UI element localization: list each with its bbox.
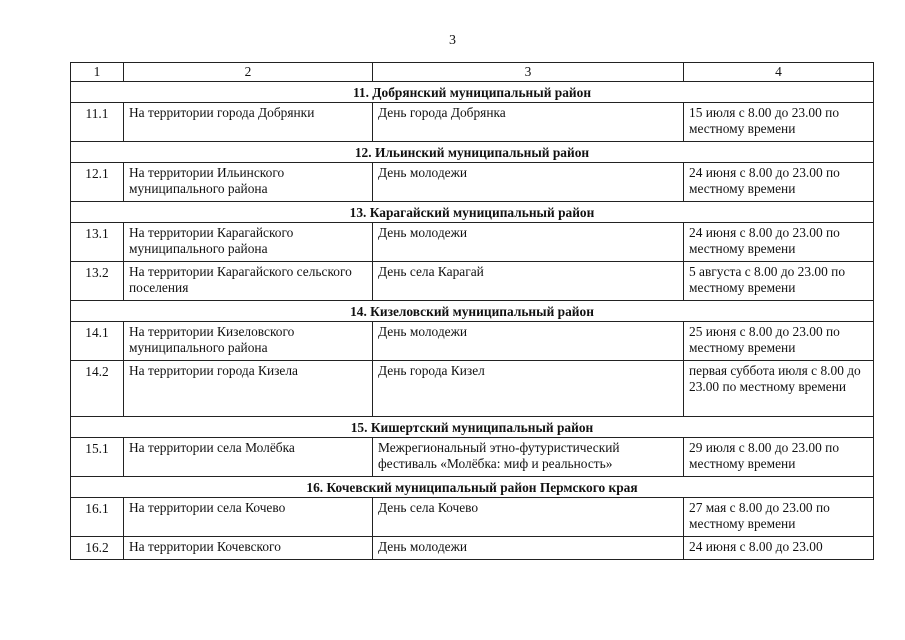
column-number: 3 <box>373 63 684 82</box>
event-cell: День молодежи <box>373 223 684 262</box>
row-number: 15.1 <box>71 438 124 477</box>
territory-cell: На территории села Кочево <box>124 498 373 537</box>
territory-cell: На территории города Добрянки <box>124 103 373 142</box>
time-cell: 5 августа с 8.00 до 23.00 по местному времени <box>684 262 874 301</box>
territory-cell: На территории Карагайского сельского поселения <box>124 262 373 301</box>
section-title: 14. Кизеловский муниципальный район <box>71 301 874 322</box>
time-cell: 24 июня с 8.00 до 23.00 по местному времени <box>684 223 874 262</box>
section-header <box>71 301 874 322</box>
territory-cell: На территории Кочевского <box>124 537 373 560</box>
time-cell: 27 мая с 8.00 до 23.00 по местному времени <box>684 498 874 537</box>
event-cell: День молодежи <box>373 322 684 361</box>
column-number-row <box>71 63 874 82</box>
time-cell: 25 июня с 8.00 до 23.00 по местному времени <box>684 322 874 361</box>
event-cell: День города Добрянка <box>373 103 684 142</box>
section-header <box>71 142 874 163</box>
section-header <box>71 417 874 438</box>
page-number: 3 <box>449 33 456 48</box>
column-number: 4 <box>684 63 874 82</box>
table-row <box>71 103 874 142</box>
section-header <box>71 202 874 223</box>
section-header <box>71 477 874 498</box>
table-row <box>71 163 874 202</box>
column-number: 1 <box>71 63 124 82</box>
row-number: 13.2 <box>71 262 124 301</box>
event-cell: День города Кизел <box>373 361 684 417</box>
event-cell: День села Кочево <box>373 498 684 537</box>
table-row <box>71 322 874 361</box>
section-title: 11. Добрянский муниципальный район <box>71 82 874 103</box>
table-row <box>71 537 874 560</box>
territory-cell: На территории Карагайского муниципального района <box>124 223 373 262</box>
event-cell: День молодежи <box>373 537 684 560</box>
row-number: 16.1 <box>71 498 124 537</box>
row-number: 11.1 <box>71 103 124 142</box>
table-row <box>71 438 874 477</box>
table-row <box>71 262 874 301</box>
event-cell: День села Карагай <box>373 262 684 301</box>
territory-cell: На территории Ильинского муниципального района <box>124 163 373 202</box>
section-title: 13. Карагайский муниципальный район <box>71 202 874 223</box>
territory-cell: На территории села Молёбка <box>124 438 373 477</box>
events-table <box>70 62 874 560</box>
table-row <box>71 361 874 417</box>
table-row <box>71 498 874 537</box>
row-number: 16.2 <box>71 537 124 560</box>
row-number: 14.2 <box>71 361 124 417</box>
time-cell: 29 июля с 8.00 до 23.00 по местному времени <box>684 438 874 477</box>
territory-cell: На территории Кизеловского муниципального района <box>124 322 373 361</box>
column-number: 2 <box>124 63 373 82</box>
territory-cell: На территории города Кизела <box>124 361 373 417</box>
section-title: 15. Кишертский муниципальный район <box>71 417 874 438</box>
section-title: 12. Ильинский муниципальный район <box>71 142 874 163</box>
time-cell: 24 июня с 8.00 до 23.00 <box>684 537 874 560</box>
table-row <box>71 223 874 262</box>
event-cell: Межрегиональный этно-футуристический фестиваль «Молёбка: миф и реальность» <box>373 438 684 477</box>
time-cell: первая суббота июля с 8.00 до 23.00 по местному времени <box>684 361 874 417</box>
time-cell: 15 июля с 8.00 до 23.00 по местному времени <box>684 103 874 142</box>
section-header <box>71 82 874 103</box>
row-number: 14.1 <box>71 322 124 361</box>
row-number: 13.1 <box>71 223 124 262</box>
time-cell: 24 июня с 8.00 до 23.00 по местному времени <box>684 163 874 202</box>
section-title: 16. Кочевский муниципальный район Пермского края <box>71 477 874 498</box>
row-number: 12.1 <box>71 163 124 202</box>
event-cell: День молодежи <box>373 163 684 202</box>
